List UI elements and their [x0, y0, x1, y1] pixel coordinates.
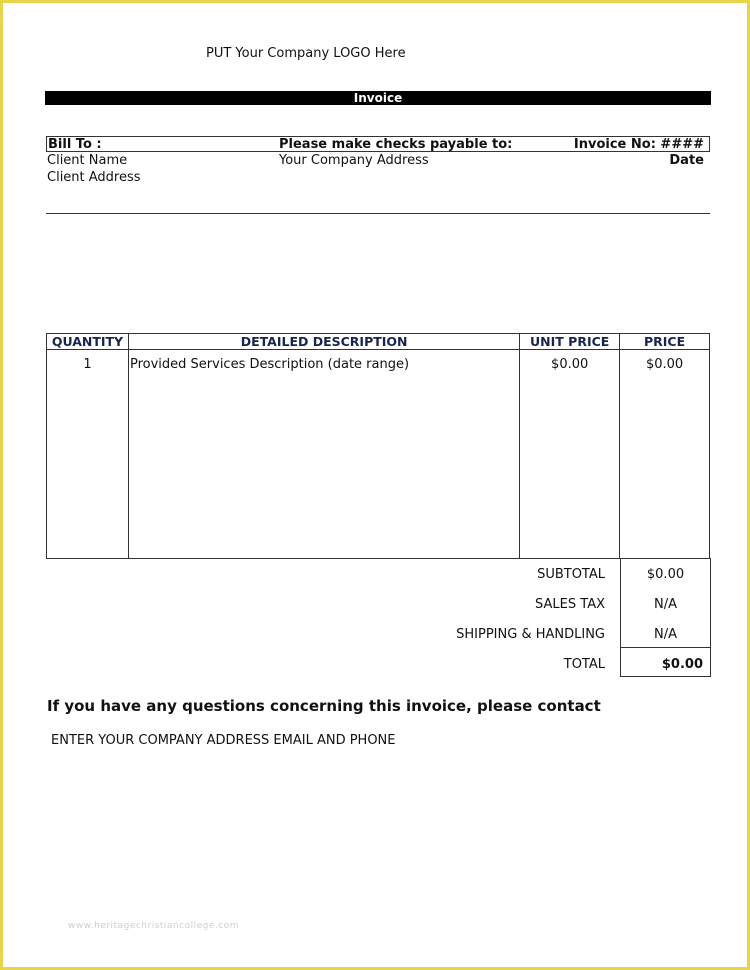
row-quantity: 1: [47, 350, 129, 559]
billing-bottom-rule: [46, 213, 710, 214]
logo-placeholder: PUT Your Company LOGO Here: [206, 46, 406, 61]
subtotal-value: $0.00: [646, 567, 685, 582]
subtotal-label: SUBTOTAL: [537, 567, 605, 582]
sales-tax-value: N/A: [654, 597, 677, 612]
row-description: Provided Services Description (date range): [128, 350, 519, 559]
items-table: [46, 333, 710, 559]
questions-text: If you have any questions concerning this invoice, please contact: [47, 697, 601, 715]
client-address: Client Address: [47, 170, 141, 185]
row-price: $0.00: [620, 350, 710, 559]
contact-text: ENTER YOUR COMPANY ADDRESS EMAIL AND PHONE: [51, 733, 396, 748]
billing-left-edge: [46, 136, 47, 151]
table-row: [47, 350, 710, 559]
shipping-label: SHIPPING & HANDLING: [456, 627, 605, 642]
col-unit-price: UNIT PRICE: [520, 334, 620, 350]
total-label: TOTAL: [563, 657, 605, 672]
items-header-row: [47, 334, 710, 350]
billing-right-edge: [709, 136, 710, 151]
invoice-number: Invoice No: ####: [573, 137, 704, 152]
invoice-date-label: Date: [669, 153, 704, 168]
bill-to-label: Bill To :: [48, 137, 102, 152]
total-value: $0.00: [661, 657, 703, 672]
shipping-value: N/A: [654, 627, 677, 642]
col-description: DETAILED DESCRIPTION: [128, 334, 519, 350]
watermark: www.heritagechristiancollege.com: [68, 921, 239, 931]
total-separator: [620, 647, 710, 648]
sales-tax-label: SALES TAX: [535, 597, 605, 612]
col-quantity: QUANTITY: [47, 334, 129, 350]
col-price: PRICE: [620, 334, 710, 350]
client-name: Client Name: [47, 153, 128, 168]
company-address: Your Company Address: [279, 153, 429, 168]
row-unit-price: $0.00: [520, 350, 620, 559]
invoice-title-bar: Invoice: [45, 91, 711, 105]
payable-label: Please make checks payable to:: [279, 137, 513, 152]
